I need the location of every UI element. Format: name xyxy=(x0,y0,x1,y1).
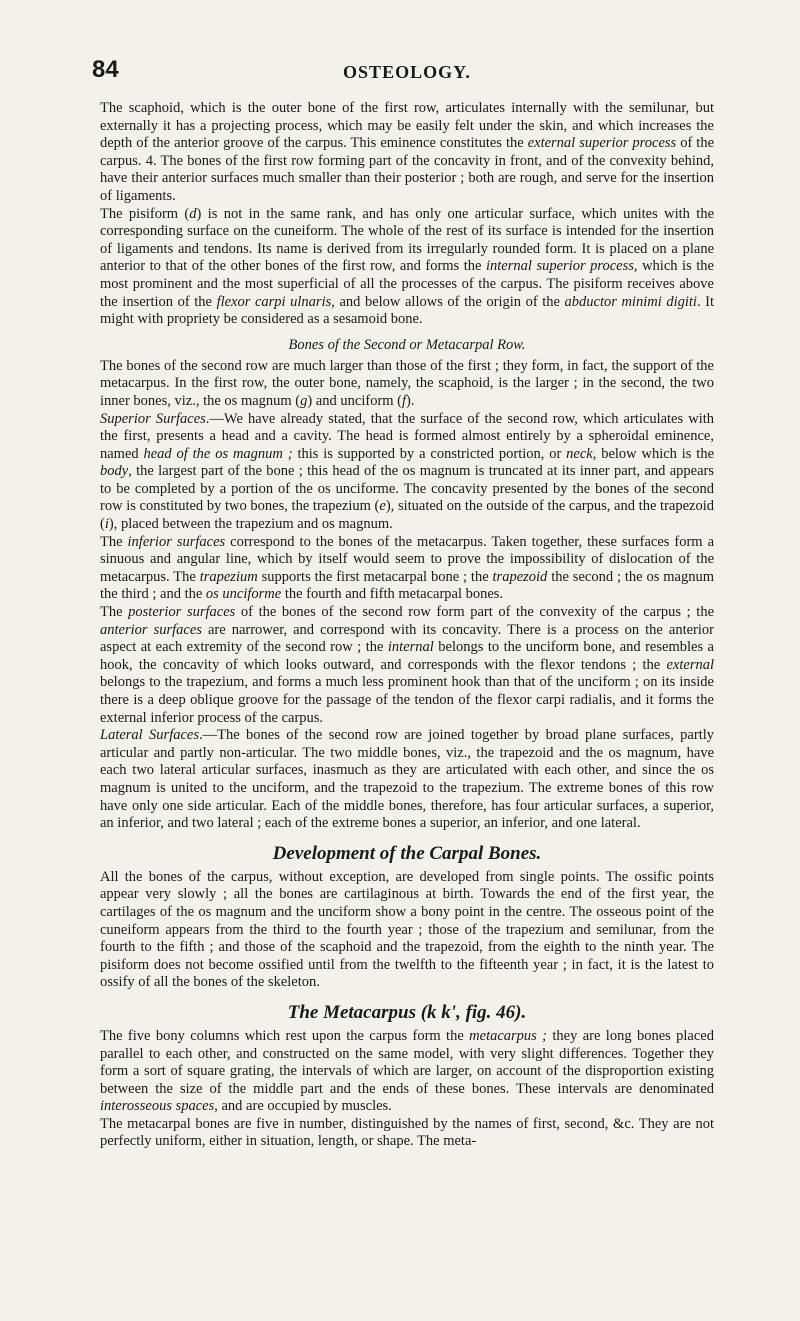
development-text xyxy=(100,869,714,992)
text-run: .—The bones of the second row are joined together by broad plane surfaces, partly articular and partly non-articular. The two middle bones, viz., the trapezoid and the os magnum, have each two lateral articular surfaces, inasmuch as they are articulated with each other, and since the os magnum is united to the unciform, and the trapezoid to the trapezium. The extreme bones of this row have only one side articular. Each of the middle bones, therefore, has four articular surfaces, a superior, an inferior, and two lateral ; each of the extreme bones a superior, an inferior, and one lateral. xyxy=(100,727,715,832)
text-run: The metacarpal bones are five in number, distinguished by the names of first, second, &c. They are not perfectly uniform, either in situation, length, or shape. The meta- xyxy=(100,1115,714,1150)
italic-term: inferior surfaces xyxy=(127,533,226,550)
text-run: , and below allows of the origin of the xyxy=(331,293,565,310)
italic-term: e xyxy=(379,498,386,515)
paragraph xyxy=(100,358,714,411)
text-run: The xyxy=(100,533,128,550)
text-run: the fourth and fifth metacarpal bones. xyxy=(281,586,504,603)
paragraph xyxy=(100,727,714,833)
text-run: , and are occupied by muscles. xyxy=(214,1098,392,1115)
italic-term: internal xyxy=(387,639,434,656)
italic-term: anterior surfaces xyxy=(100,621,202,638)
text-run: they are long bones placed parallel to each other, and constructed on the same model, with very slight differences. Together they form a sort of square grating, the intervals of which are larger, on account of the disproportion existing between the size of the middle part and the ends of these bones. These intervals are denominated xyxy=(100,1027,714,1097)
text-run: All the bones of the carpus, without exception, are developed from single points. The ossific points appear very slowly ; all the bones are cartilaginous at birth. Towards the end of the first year, the cartilages of the os magnum and the unciform show a bony point in the centre. The osseous point of the cuneiform appears from the third to the fourth year ; those of the trapezium and semilunar, from the fourth to the fifth ; and those of the scaphoid and the trapezoid, from the eighth to the ninth year. The pisiform does not become ossified until from the twelfth to the fifteenth year ; in fact, it is the latest to ossify of all the bones of the skeleton. xyxy=(100,868,714,991)
subhead-second-row: Bones of the Second or Metacarpal Row. xyxy=(288,336,526,353)
text-run: ) is not in the same rank, and has only one articular surface, which unites with the corresponding surface on the cuneiform. The whole of the rest of its surface is intended for the insertion of ligaments and tendons. Its name is derived from its irregularly rounded form. It is placed on a plane anterior to that of the other bones of the first row, and forms the xyxy=(100,205,715,275)
italic-term: g xyxy=(300,392,308,409)
italic-term: f xyxy=(402,392,407,409)
paragraph xyxy=(100,1028,714,1116)
italic-term: interosseous spaces xyxy=(100,1098,215,1115)
italic-term: trapezoid xyxy=(492,568,548,585)
italic-term: Lateral Surfaces xyxy=(100,727,199,744)
text-run: The xyxy=(100,604,129,621)
italic-term: Superior Surfaces xyxy=(100,410,206,427)
text-run: the second ; the os magnum the third ; and the xyxy=(100,568,714,603)
italic-term: posterior surfaces xyxy=(128,604,236,621)
text-run: belongs to the unciform bone, and resembles a hook, the concavity of which looks outward, and corresponds with the flexor tendons ; the xyxy=(100,639,714,673)
text-run: belongs to the trapezium, and forms a much less prominent hook than that of the unciform ; on its inside there is a deep oblique groove for the passage of the tendon of the flexor carpi radialis, and it forms the external inferior process of the carpus. xyxy=(100,674,714,726)
text-run: , the largest part of the bone ; this head of the os magnum is truncated at its inner part, and appears to be completed by a portion of the os unciforme. The concavity presented by the bones of the second row is constituted by two bones, the trapezium ( xyxy=(100,463,714,515)
carpus-second-row-text xyxy=(100,358,714,833)
section-title-metacarpus: The Metacarpus (k k', fig. 46). xyxy=(287,1001,527,1023)
text-run: this is supported by a constricted portion, or xyxy=(292,445,567,462)
text-run: , below which is the xyxy=(592,445,715,462)
italic-term: head of the os magnum ; xyxy=(143,445,293,462)
carpus-first-row-text xyxy=(100,100,714,329)
running-head xyxy=(92,56,714,92)
italic-term: external xyxy=(666,656,714,673)
paragraph xyxy=(100,206,714,329)
page-header-title: OSTEOLOGY. xyxy=(343,62,471,82)
text-run: ). xyxy=(406,392,415,409)
text-run: ), situated on the outside of the carpus, and the trapezoid ( xyxy=(100,498,714,533)
paragraph xyxy=(100,1116,714,1151)
paragraph xyxy=(100,100,714,206)
paragraph xyxy=(100,534,714,604)
page-number: 84 xyxy=(92,56,119,83)
text-run: ), placed between the trapezium and os magnum. xyxy=(108,516,393,533)
text-run: .—We have already stated, that the surface of the second row, which articulates with the first, presents a head and a cavity. The head is formed almost entirely by a spheroidal eminence, named xyxy=(100,410,715,462)
italic-term: d xyxy=(189,205,197,222)
italic-term: internal superior process xyxy=(486,258,634,275)
italic-term: flexor carpi ulnaris xyxy=(216,293,332,310)
text-run: of the bones of the second row form part of the convexity of the carpus ; the xyxy=(235,604,715,621)
italic-term: os unciforme xyxy=(205,586,282,603)
metacarpus-text xyxy=(100,1028,714,1151)
text-run: The pisiform ( xyxy=(100,205,190,222)
section-title-development: Development of the Carpal Bones. xyxy=(272,842,542,864)
text-run: The five bony columns which rest upon the carpus form the xyxy=(100,1027,470,1044)
italic-term: neck xyxy=(566,445,593,462)
italic-term: external superior process xyxy=(527,135,677,152)
text-run: ) and unciform ( xyxy=(307,392,403,409)
text-run: . It might with propriety be considered as a sesamoid bone. xyxy=(100,293,714,328)
paragraph xyxy=(100,604,714,727)
text-run: The bones of the second row are much larger than those of the first ; they form, in fact, the support of the metacarpus. In the first row, the outer bone, namely, the scaphoid, is the larger ; in the second, the two inner bones, viz., the os magnum ( xyxy=(100,357,714,409)
paragraph xyxy=(100,869,714,992)
italic-term: abductor minimi digiti xyxy=(564,293,697,310)
paragraph xyxy=(100,411,714,534)
text-run: The scaphoid, which is the outer bone of the first row, articulates internally with the semilunar, but externally it has a projecting process, which may be easily felt under the skin, and which increases the depth of the anterior groove of the carpus. This eminence constitutes the xyxy=(100,100,714,152)
text-run: are narrower, and correspond with its concavity. There is a process on the anterior aspect at each extremity of the second row ; the xyxy=(100,621,714,656)
italic-term: i xyxy=(104,516,109,533)
text-run: correspond to the bones of the metacarpus. Taken together, these surfaces form a sinuous and angular line, which by itself would seem to prove the impossibility of dislocation of the metacarpus. The xyxy=(100,533,715,585)
text-run: supports the first metacarpal bone ; the xyxy=(257,568,493,585)
italic-term: trapezium xyxy=(199,568,258,585)
italic-term: body xyxy=(100,463,129,480)
text-run: of the carpus. 4. The bones of the first row forming part of the concavity in front, and of the convexity behind, have their anterior surfaces much smaller than their posterior ; both are rough, and serve for the insertion of ligaments. xyxy=(100,135,715,204)
italic-term: metacarpus ; xyxy=(469,1027,548,1044)
text-run: , which is the most prominent and the most superficial of all the processes of the carpus. The pisiform receives above the insertion of the xyxy=(100,258,714,310)
